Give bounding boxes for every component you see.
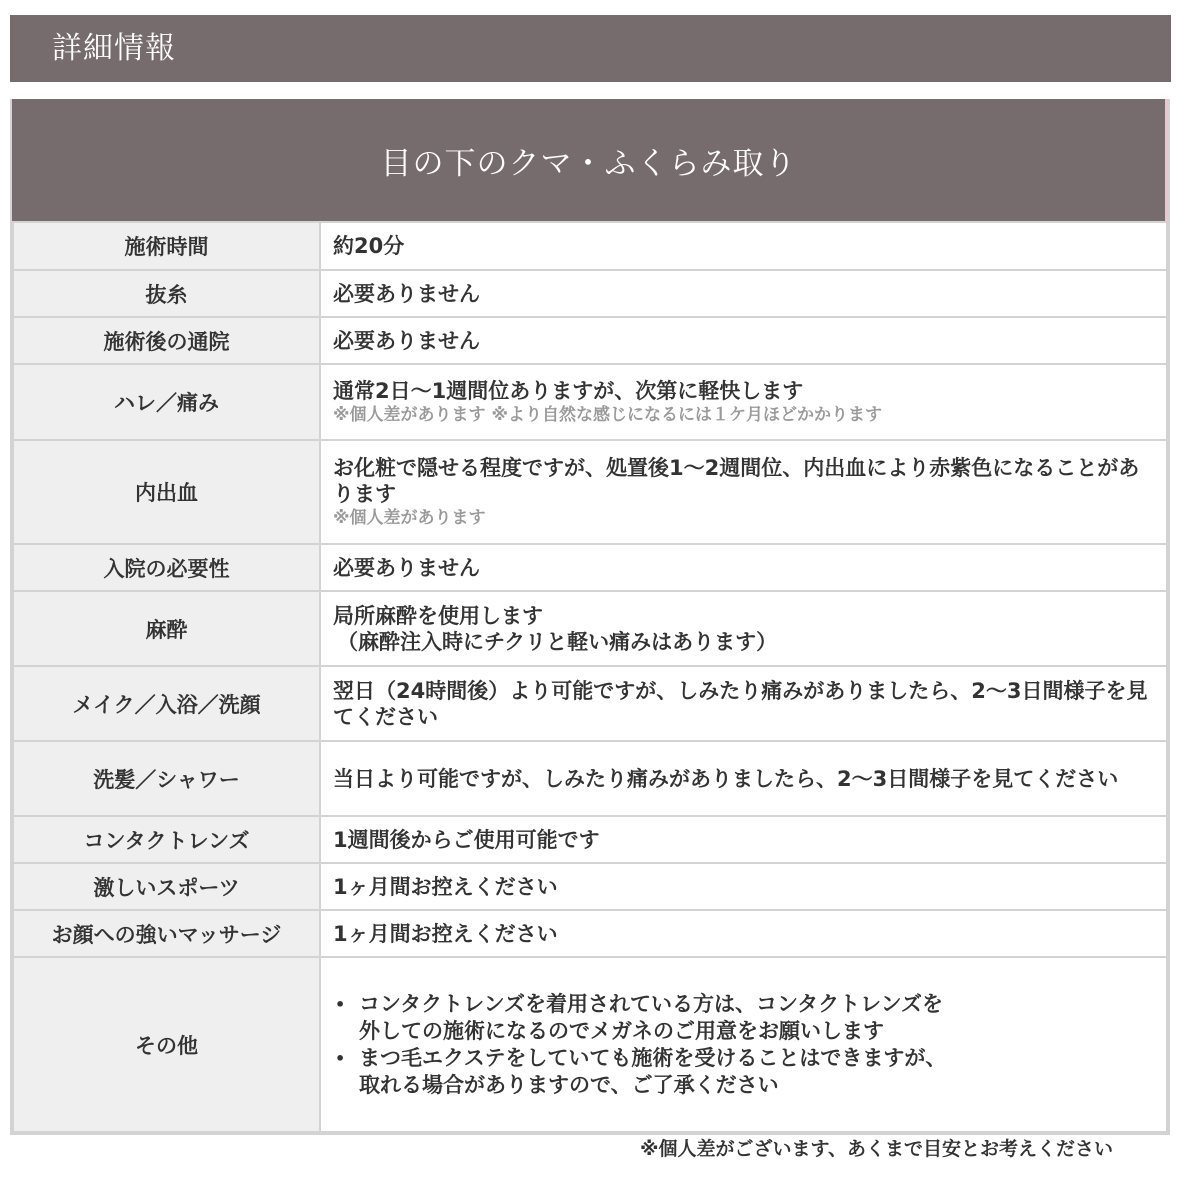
row-value: 必要ありません <box>320 544 1167 591</box>
table-row <box>13 591 1167 666</box>
table-row <box>13 910 1167 957</box>
row-value: 1ヶ月間お控えください <box>320 863 1167 910</box>
row-value: 1週間後からご使用可能です <box>320 816 1167 863</box>
row-value: 約20分 <box>320 222 1167 270</box>
row-value: 翌日（24時間後）より可能ですが、しみたり痛みがありましたら、2〜3日間様子を見てください <box>320 666 1167 741</box>
table-row <box>13 440 1167 544</box>
section-title: 詳細情報 <box>52 31 176 66</box>
row-value-cell <box>320 440 1167 544</box>
row-label: ハレ／痛み <box>13 364 320 440</box>
section-header-bar <box>10 15 1171 82</box>
table-row <box>13 364 1167 440</box>
details-table <box>10 99 1170 1135</box>
row-note: ※個人差があります ※より自然な感じになるには１ケ月ほどかかります <box>333 405 882 425</box>
row-label: お顔への強いマッサージ <box>13 910 320 957</box>
row-label: 洗髪／シャワー <box>13 741 320 816</box>
row-label: 抜糸 <box>13 270 320 317</box>
row-label: その他 <box>13 957 320 1132</box>
bullet-item <box>359 991 1154 1045</box>
table-row <box>13 222 1167 270</box>
bullet-line: 外しての施術になるのでメガネのご用意をお願いします <box>359 1018 884 1043</box>
table-row <box>13 957 1167 1132</box>
table-row <box>13 863 1167 910</box>
row-label: 内出血 <box>13 440 320 544</box>
bullet-list <box>333 991 1154 1099</box>
row-value: 1ヶ月間お控えください <box>320 910 1167 957</box>
table-row <box>13 317 1167 364</box>
bullet-item <box>359 1045 1154 1099</box>
row-label: コンタクトレンズ <box>13 816 320 863</box>
row-label: 施術後の通院 <box>13 317 320 364</box>
bullet-line: • コンタクトレンズを着用されている方は、コンタクトレンズを <box>359 991 944 1016</box>
table-row <box>13 741 1167 816</box>
row-label: メイク／入浴／洗顔 <box>13 666 320 741</box>
row-value-cell <box>320 591 1167 666</box>
row-label: 施術時間 <box>13 222 320 270</box>
row-value-cell <box>320 957 1167 1132</box>
table-row <box>13 544 1167 591</box>
table-row <box>13 816 1167 863</box>
row-note: ※個人差があります <box>333 508 486 528</box>
row-label: 激しいスポーツ <box>13 863 320 910</box>
bullet-line: • まつ毛エクステをしていても施術を受けることはできますが、 <box>359 1045 947 1070</box>
row-value: お化粧で隠せる程度ですが、処置後1〜2週間位、内出血により赤紫色になることがあります <box>333 456 1140 506</box>
row-value: 局所麻酔を使用します <box>333 603 543 628</box>
row-value: 通常2日〜1週間位ありますが、次第に軽快します <box>333 379 804 403</box>
row-label: 入院の必要性 <box>13 544 320 591</box>
row-value-cell <box>320 364 1167 440</box>
treatment-title: 目の下のクマ・ふくらみ取り <box>12 99 1168 221</box>
row-value: 必要ありません <box>320 270 1167 317</box>
row-value-secondary: （麻酔注入時にチクリと軽い痛みはあります） <box>337 629 778 654</box>
row-value: 必要ありません <box>320 317 1167 364</box>
row-value: 当日より可能ですが、しみたり痛みがありましたら、2〜3日間様子を見てください <box>320 741 1167 816</box>
table-row <box>13 270 1167 317</box>
footer-note: ※個人差がございます、あくまで目安とお考えください <box>640 1138 1113 1160</box>
row-label: 麻酔 <box>13 591 320 666</box>
bullet-line: 取れる場合がありますので、ご了承ください <box>359 1072 779 1097</box>
table-row <box>13 666 1167 741</box>
